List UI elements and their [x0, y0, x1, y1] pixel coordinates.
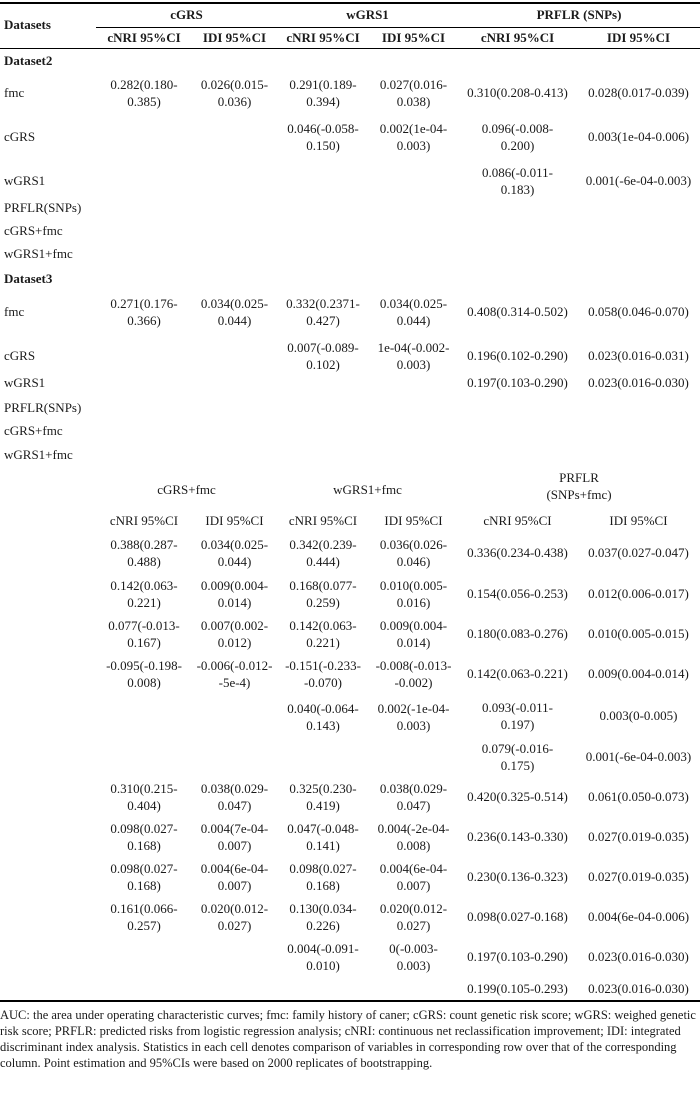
- value-cell: 0.023(0.016-0.031): [588, 348, 689, 363]
- row-label: PRFLR(SNPs): [4, 200, 82, 215]
- value-cell: 0.002(-1e-04- 0.003): [377, 701, 450, 733]
- value-cell: 0.093(-0.011- 0.197): [481, 700, 553, 732]
- value-cell: 0.282(0.180- 0.385): [110, 77, 178, 109]
- value-cell: 0.047(-0.048- 0.141): [287, 821, 359, 853]
- value-cell: 0.408(0.314-0.502): [467, 304, 568, 319]
- value-cell: -0.006(-0.012- -5e-4): [196, 658, 273, 690]
- value-cell: 0.023(0.016-0.030): [588, 981, 689, 996]
- value-cell: 0.003(0-0.005): [599, 708, 678, 723]
- value-cell: 0.077(-0.013- 0.167): [108, 618, 180, 650]
- value-cell: 0.291(0.189- 0.394): [289, 77, 357, 109]
- value-cell: 0.332(0.2371- 0.427): [286, 296, 360, 328]
- header-subhead-5: cNRI 95%CI: [480, 30, 555, 45]
- value-cell: 0.161(0.066- 0.257): [110, 901, 178, 933]
- value-cell: 0.010(0.005-0.015): [588, 626, 689, 641]
- row-label: wGRS1: [4, 173, 46, 188]
- value-cell: 0.079(-0.016- 0.175): [481, 741, 554, 773]
- value-cell: 0.027(0.019-0.035): [588, 829, 689, 844]
- value-cell: 0.230(0.136-0.323): [467, 869, 568, 884]
- value-cell: 0.168(0.077- 0.259): [289, 578, 357, 610]
- value-cell: 0.003(1e-04-0.006): [587, 129, 690, 144]
- value-cell: 0.027(0.016- 0.038): [379, 77, 448, 109]
- lower-header-subhead-6: IDI 95%CI: [609, 513, 668, 528]
- value-cell: 0.001(-6e-04-0.003): [585, 749, 692, 764]
- row-label: cGRS: [4, 348, 36, 363]
- header-subhead-6: IDI 95%CI: [606, 30, 671, 45]
- value-cell: -0.151(-0.233- -0.070): [285, 658, 361, 690]
- section-label: Dataset2: [4, 53, 53, 68]
- value-cell: 0.154(0.056-0.253): [467, 586, 568, 601]
- value-cell: 0.142(0.063-0.221): [467, 666, 568, 681]
- value-cell: 0.130(0.034- 0.226): [289, 901, 357, 933]
- value-cell: -0.008(-0.013- -0.002): [375, 658, 452, 690]
- value-cell: 0.342(0.239- 0.444): [289, 537, 357, 569]
- value-cell: 0.236(0.143-0.330): [467, 829, 568, 844]
- table-top-rule: [0, 2, 700, 4]
- row-label: PRFLR(SNPs): [4, 400, 82, 415]
- value-cell: 0.336(0.234-0.438): [467, 545, 568, 560]
- value-cell: 0.096(-0.008- 0.200): [481, 121, 554, 153]
- value-cell: 0.098(0.027- 0.168): [110, 821, 178, 853]
- value-cell: 0.271(0.176- 0.366): [110, 296, 178, 328]
- lower-header-group-2: wGRS1+fmc: [333, 482, 402, 497]
- value-cell: 0.180(0.083-0.276): [467, 626, 568, 641]
- section-label: Dataset3: [4, 271, 53, 286]
- table-bottom-rule: [0, 1000, 700, 1002]
- value-cell: 0(-0.003- 0.003): [389, 941, 438, 973]
- value-cell: 0.002(1e-04- 0.003): [379, 121, 448, 153]
- row-label: cGRS+fmc: [4, 223, 63, 238]
- value-cell: 0.098(0.027-0.168): [467, 909, 568, 924]
- value-cell: 0.023(0.016-0.030): [588, 949, 689, 964]
- value-cell: 0.034(0.025- 0.044): [200, 537, 269, 569]
- value-cell: 0.037(0.027-0.047): [588, 545, 689, 560]
- lower-header-subhead-2: IDI 95%CI: [205, 513, 264, 528]
- value-cell: 0.310(0.215- 0.404): [110, 781, 178, 813]
- header-datasets: Datasets: [4, 17, 51, 32]
- value-cell: 0.004(7e-04- 0.007): [200, 821, 269, 853]
- value-cell: 0.010(0.005- 0.016): [379, 578, 448, 610]
- value-cell: 0.199(0.105-0.293): [467, 981, 568, 996]
- value-cell: 0.036(0.026- 0.046): [379, 537, 448, 569]
- lower-header-group-3: PRFLR (SNPs+fmc): [546, 470, 612, 502]
- value-cell: 0.001(-6e-04-0.003): [585, 173, 692, 188]
- row-label: fmc: [4, 304, 25, 319]
- value-cell: 0.038(0.029- 0.047): [379, 781, 448, 813]
- value-cell: 0.061(0.050-0.073): [588, 789, 689, 804]
- value-cell: 0.004(-2e-04- 0.008): [377, 821, 450, 853]
- header-subhead-1: cNRI 95%CI: [107, 30, 181, 45]
- value-cell: 0.034(0.025- 0.044): [379, 296, 448, 328]
- value-cell: 0.197(0.103-0.290): [467, 375, 568, 390]
- value-cell: 0.038(0.029- 0.047): [200, 781, 269, 813]
- header-subhead-2: IDI 95%CI: [202, 30, 267, 45]
- value-cell: 0.325(0.230- 0.419): [289, 781, 357, 813]
- header-mid-rule: [96, 27, 700, 28]
- value-cell: 0.046(-0.058- 0.150): [287, 121, 359, 153]
- table-footnote: AUC: the area under operating characteristic curves; fmc: family history of caner; cGRS: count genetic risk score; wGRS: weighed genetic risk score; PRFLR: predicted risks from logistic regression analysis; cNRI: continuous net reclassification improvement; IDI: integrated discriminant index analysis. Statistics in each cell denotes comparison of variables in corresponding row over that of the corresponding column. Point estimation and 95%CIs were based on 2000 replicates of bootstrapping.: [0, 1008, 696, 1070]
- value-cell: 0.027(0.019-0.035): [588, 869, 689, 884]
- value-cell: 0.197(0.103-0.290): [467, 949, 568, 964]
- value-cell: 0.196(0.102-0.290): [467, 348, 568, 363]
- value-cell: 0.004(6e-04-0.006): [587, 909, 690, 924]
- value-cell: 0.058(0.046-0.070): [588, 304, 689, 319]
- lower-header-subhead-5: cNRI 95%CI: [483, 513, 552, 528]
- lower-header-group-1: cGRS+fmc: [157, 482, 216, 497]
- lower-header-subhead-1: cNRI 95%CI: [109, 513, 179, 528]
- value-cell: 0.004(-0.091- 0.010): [287, 941, 359, 973]
- value-cell: 0.142(0.063- 0.221): [110, 578, 178, 610]
- row-label: fmc: [4, 85, 25, 100]
- row-label: wGRS1: [4, 375, 46, 390]
- value-cell: 0.310(0.208-0.413): [467, 85, 568, 100]
- value-cell: 0.009(0.004- 0.014): [379, 618, 448, 650]
- value-cell: 0.009(0.004- 0.014): [200, 578, 269, 610]
- header-subhead-3: cNRI 95%CI: [286, 30, 360, 45]
- value-cell: -0.095(-0.198- 0.008): [106, 658, 182, 690]
- row-label: wGRS1+fmc: [4, 246, 73, 261]
- value-cell: 0.086(-0.011- 0.183): [481, 165, 553, 197]
- header-group-3: PRFLR (SNPs): [536, 7, 622, 22]
- header-group-1: cGRS: [170, 7, 203, 22]
- value-cell: 0.020(0.012- 0.027): [200, 901, 269, 933]
- row-label: cGRS+fmc: [4, 423, 63, 438]
- value-cell: 0.007(-0.089- 0.102): [287, 340, 359, 372]
- value-cell: 0.142(0.063- 0.221): [289, 618, 357, 650]
- value-cell: 0.040(-0.064- 0.143): [287, 701, 359, 733]
- lower-header-subhead-3: cNRI 95%CI: [288, 513, 358, 528]
- header-group-2: wGRS1: [346, 7, 389, 22]
- value-cell: 0.098(0.027- 0.168): [110, 861, 178, 893]
- value-cell: 0.007(0.002- 0.012): [200, 618, 269, 650]
- lower-header-subhead-4: IDI 95%CI: [384, 513, 443, 528]
- value-cell: 0.098(0.027- 0.168): [289, 861, 357, 893]
- row-label: wGRS1+fmc: [4, 447, 73, 462]
- value-cell: 0.020(0.012- 0.027): [379, 901, 448, 933]
- value-cell: 0.012(0.006-0.017): [588, 586, 689, 601]
- value-cell: 0.388(0.287- 0.488): [110, 537, 178, 569]
- value-cell: 0.023(0.016-0.030): [588, 375, 689, 390]
- value-cell: 0.034(0.025- 0.044): [200, 296, 269, 328]
- header-subhead-4: IDI 95%CI: [381, 30, 446, 45]
- value-cell: 0.004(6e-04- 0.007): [379, 861, 448, 893]
- value-cell: 0.026(0.015- 0.036): [200, 77, 269, 109]
- value-cell: 0.004(6e-04- 0.007): [200, 861, 269, 893]
- header-bottom-rule: [0, 48, 700, 49]
- value-cell: 0.420(0.325-0.514): [467, 789, 568, 804]
- value-cell: 1e-04(-0.002- 0.003): [377, 340, 450, 372]
- row-label: cGRS: [4, 129, 36, 144]
- value-cell: 0.009(0.004-0.014): [588, 666, 689, 681]
- value-cell: 0.028(0.017-0.039): [588, 85, 689, 100]
